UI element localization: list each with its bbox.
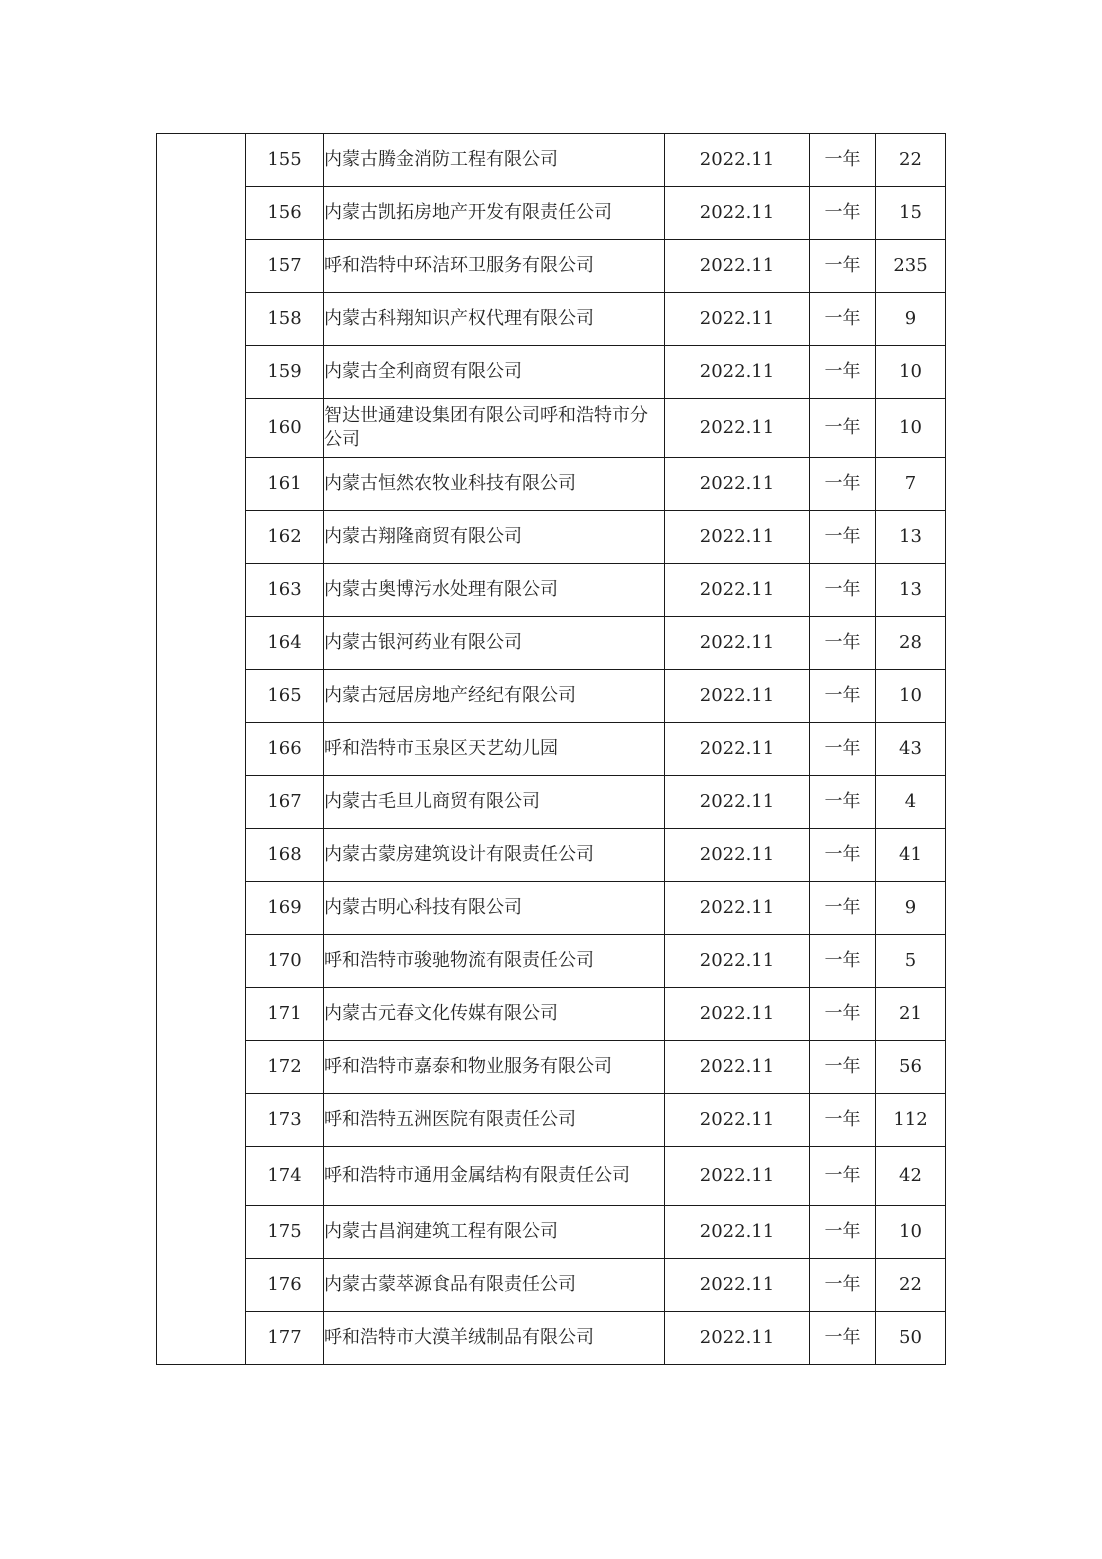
date-cell: 2022.11 <box>665 723 810 776</box>
table-row <box>157 240 946 293</box>
table-row <box>157 187 946 240</box>
table-row <box>157 882 946 935</box>
count-cell: 7 <box>876 458 946 511</box>
count-cell: 10 <box>876 670 946 723</box>
table-row <box>157 1147 946 1206</box>
row-number: 163 <box>246 564 324 617</box>
row-number: 169 <box>246 882 324 935</box>
term-cell: 一年 <box>810 511 876 564</box>
company-name: 智达世通建设集团有限公司呼和浩特市分公司 <box>324 399 665 458</box>
date-cell: 2022.11 <box>665 617 810 670</box>
term-cell: 一年 <box>810 935 876 988</box>
count-cell: 10 <box>876 1206 946 1259</box>
count-cell: 42 <box>876 1147 946 1206</box>
date-cell: 2022.11 <box>665 458 810 511</box>
table-row <box>157 776 946 829</box>
company-name: 呼和浩特市嘉泰和物业服务有限公司 <box>324 1041 665 1094</box>
company-name: 呼和浩特市大漠羊绒制品有限公司 <box>324 1312 665 1365</box>
table-row <box>157 458 946 511</box>
count-cell: 10 <box>876 399 946 458</box>
term-cell: 一年 <box>810 564 876 617</box>
row-number: 160 <box>246 399 324 458</box>
count-cell: 21 <box>876 988 946 1041</box>
row-number: 155 <box>246 134 324 187</box>
table-row <box>157 935 946 988</box>
company-name: 呼和浩特市骏驰物流有限责任公司 <box>324 935 665 988</box>
row-number: 156 <box>246 187 324 240</box>
table-row <box>157 1312 946 1365</box>
count-cell: 112 <box>876 1094 946 1147</box>
company-name: 内蒙古元春文化传媒有限公司 <box>324 988 665 1041</box>
term-cell: 一年 <box>810 346 876 399</box>
company-name: 呼和浩特市通用金属结构有限责任公司 <box>324 1147 665 1206</box>
term-cell: 一年 <box>810 723 876 776</box>
company-name: 内蒙古昌润建筑工程有限公司 <box>324 1206 665 1259</box>
row-number: 158 <box>246 293 324 346</box>
row-number: 162 <box>246 511 324 564</box>
company-name: 内蒙古蒙萃源食品有限责任公司 <box>324 1259 665 1312</box>
date-cell: 2022.11 <box>665 564 810 617</box>
term-cell: 一年 <box>810 134 876 187</box>
company-name: 内蒙古毛旦儿商贸有限公司 <box>324 776 665 829</box>
term-cell: 一年 <box>810 240 876 293</box>
term-cell: 一年 <box>810 776 876 829</box>
count-cell: 9 <box>876 882 946 935</box>
term-cell: 一年 <box>810 1094 876 1147</box>
company-name: 内蒙古全利商贸有限公司 <box>324 346 665 399</box>
count-cell: 41 <box>876 829 946 882</box>
date-cell: 2022.11 <box>665 1206 810 1259</box>
count-cell: 13 <box>876 564 946 617</box>
table-body <box>157 134 946 1365</box>
table-row <box>157 564 946 617</box>
row-number: 171 <box>246 988 324 1041</box>
group-cell <box>157 134 246 1365</box>
term-cell: 一年 <box>810 399 876 458</box>
term-cell: 一年 <box>810 1041 876 1094</box>
term-cell: 一年 <box>810 1147 876 1206</box>
date-cell: 2022.11 <box>665 670 810 723</box>
count-cell: 4 <box>876 776 946 829</box>
term-cell: 一年 <box>810 187 876 240</box>
count-cell: 56 <box>876 1041 946 1094</box>
count-cell: 50 <box>876 1312 946 1365</box>
table-row <box>157 134 946 187</box>
row-number: 159 <box>246 346 324 399</box>
date-cell: 2022.11 <box>665 1041 810 1094</box>
count-cell: 28 <box>876 617 946 670</box>
table-row <box>157 617 946 670</box>
company-name: 内蒙古科翔知识产权代理有限公司 <box>324 293 665 346</box>
date-cell: 2022.11 <box>665 134 810 187</box>
row-number: 168 <box>246 829 324 882</box>
company-name: 内蒙古冠居房地产经纪有限公司 <box>324 670 665 723</box>
date-cell: 2022.11 <box>665 511 810 564</box>
term-cell: 一年 <box>810 829 876 882</box>
date-cell: 2022.11 <box>665 399 810 458</box>
date-cell: 2022.11 <box>665 1147 810 1206</box>
table-row <box>157 399 946 458</box>
date-cell: 2022.11 <box>665 1259 810 1312</box>
table-row <box>157 670 946 723</box>
count-cell: 10 <box>876 346 946 399</box>
row-number: 175 <box>246 1206 324 1259</box>
term-cell: 一年 <box>810 617 876 670</box>
company-name: 呼和浩特市玉泉区天艺幼儿园 <box>324 723 665 776</box>
company-name: 内蒙古明心科技有限公司 <box>324 882 665 935</box>
row-number: 157 <box>246 240 324 293</box>
count-cell: 235 <box>876 240 946 293</box>
date-cell: 2022.11 <box>665 1094 810 1147</box>
table-row <box>157 1041 946 1094</box>
count-cell: 5 <box>876 935 946 988</box>
row-number: 165 <box>246 670 324 723</box>
company-name: 呼和浩特中环洁环卫服务有限公司 <box>324 240 665 293</box>
date-cell: 2022.11 <box>665 346 810 399</box>
company-name: 内蒙古恒然农牧业科技有限公司 <box>324 458 665 511</box>
row-number: 172 <box>246 1041 324 1094</box>
date-cell: 2022.11 <box>665 187 810 240</box>
date-cell: 2022.11 <box>665 240 810 293</box>
count-cell: 9 <box>876 293 946 346</box>
date-cell: 2022.11 <box>665 882 810 935</box>
row-number: 170 <box>246 935 324 988</box>
company-name: 内蒙古银河药业有限公司 <box>324 617 665 670</box>
row-number: 166 <box>246 723 324 776</box>
date-cell: 2022.11 <box>665 935 810 988</box>
date-cell: 2022.11 <box>665 988 810 1041</box>
table-row <box>157 346 946 399</box>
company-name: 内蒙古蒙房建筑设计有限责任公司 <box>324 829 665 882</box>
date-cell: 2022.11 <box>665 829 810 882</box>
row-number: 173 <box>246 1094 324 1147</box>
table-row <box>157 988 946 1041</box>
row-number: 174 <box>246 1147 324 1206</box>
table-row <box>157 1094 946 1147</box>
term-cell: 一年 <box>810 458 876 511</box>
table-row <box>157 293 946 346</box>
count-cell: 22 <box>876 134 946 187</box>
date-cell: 2022.11 <box>665 293 810 346</box>
table-row <box>157 1259 946 1312</box>
term-cell: 一年 <box>810 988 876 1041</box>
term-cell: 一年 <box>810 293 876 346</box>
company-name: 内蒙古腾金消防工程有限公司 <box>324 134 665 187</box>
company-name: 内蒙古翔隆商贸有限公司 <box>324 511 665 564</box>
term-cell: 一年 <box>810 670 876 723</box>
term-cell: 一年 <box>810 1312 876 1365</box>
table-row <box>157 511 946 564</box>
date-cell: 2022.11 <box>665 1312 810 1365</box>
company-name: 呼和浩特五洲医院有限责任公司 <box>324 1094 665 1147</box>
count-cell: 15 <box>876 187 946 240</box>
count-cell: 13 <box>876 511 946 564</box>
row-number: 164 <box>246 617 324 670</box>
row-number: 177 <box>246 1312 324 1365</box>
table-row <box>157 1206 946 1259</box>
company-name: 内蒙古奥博污水处理有限公司 <box>324 564 665 617</box>
row-number: 167 <box>246 776 324 829</box>
date-cell: 2022.11 <box>665 776 810 829</box>
row-number: 176 <box>246 1259 324 1312</box>
count-cell: 22 <box>876 1259 946 1312</box>
table-row <box>157 829 946 882</box>
table-row <box>157 723 946 776</box>
row-number: 161 <box>246 458 324 511</box>
count-cell: 43 <box>876 723 946 776</box>
term-cell: 一年 <box>810 1259 876 1312</box>
term-cell: 一年 <box>810 882 876 935</box>
term-cell: 一年 <box>810 1206 876 1259</box>
company-name: 内蒙古凯拓房地产开发有限责任公司 <box>324 187 665 240</box>
company-table <box>156 133 946 1365</box>
